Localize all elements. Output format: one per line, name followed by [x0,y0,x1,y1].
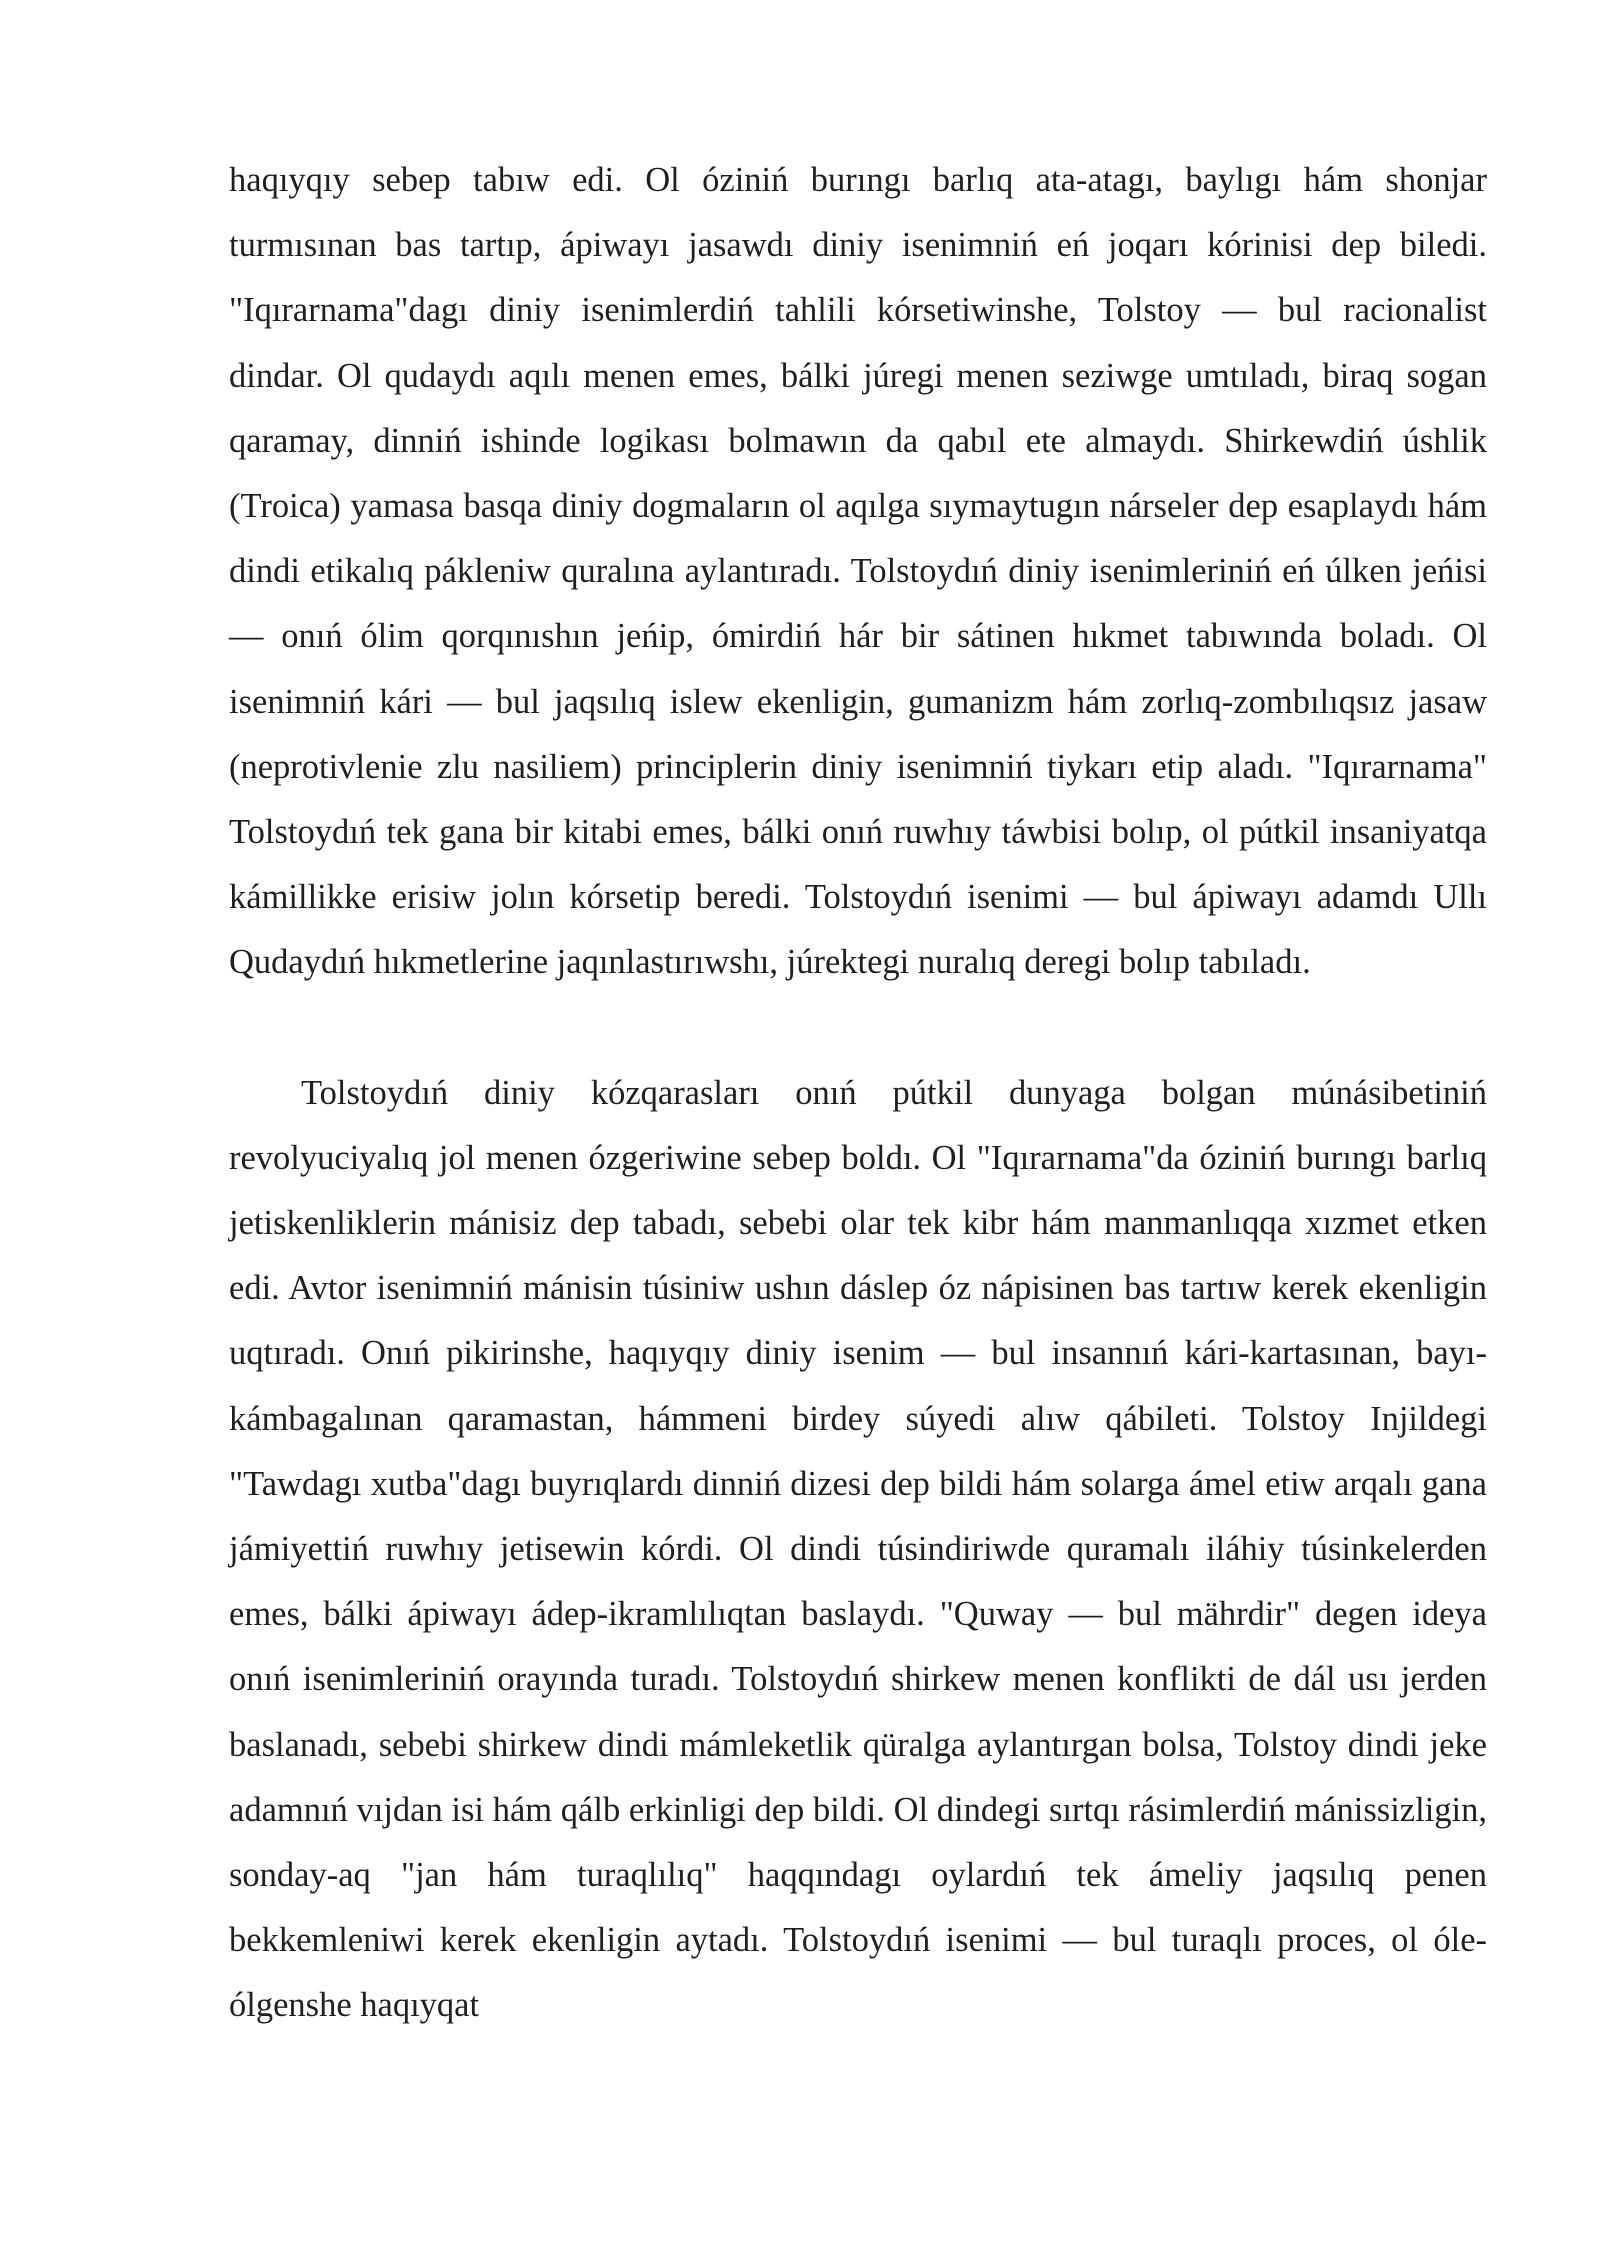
paragraph-1: haqıyqıy sebep tabıw edi. Ol óziniń burıngı barlıq ata-atagı, baylıgı hám shonjar turmısınan bas tartıp, ápiwayı jasawdı diniy isenimniń eń joqarı kórinisi dep biledi. "Iqırarnama"dagı diniy isenimlerdiń tahlili kórsetiwinshe, Tolstoy — bul racionalist dindar. Ol qudaydı aqılı menen emes, bálki júregi menen seziwge umtıladı, biraq sogan qaramay, dinniń ishinde logikası bolmawın da qabıl ete almaydı. Shirkewdiń úshlik (Troica) yamasa basqa diniy dogmaların ol aqılga sıymaytugın nárseler dep esaplaydı hám dindi etikalıq pákleniw quralına aylantıradı. Tolstoydıń diniy isenimleriniń eń úlken jeńisi — onıń ólim qorqınıshın jeńip, ómirdiń hár bir sátinen hıkmet tabıwında boladı. Ol isenimniń kári — bul jaqsılıq islew ekenligin, gumanizm hám zorlıq-zombılıqsız jasaw (neprotivlenie zlu nasiliem) principlerin diniy isenimniń tiykarı etip aladı. "Iqırarnama" Tolstoydıń tek gana bir kitabi emes, bálki onıń ruwhıy táwbisi bolıp, ol pútkil insaniyatqa kámillikke erisiw jolın kórsetip beredi. Tolstoydıń isenimi — bul ápiwayı adamdı Ullı Qudaydıń hıkmetlerine jaqınlastırıwshı, júrektegi nuralıq deregi bolıp tabıladı. [229,161,1487,982]
paragraph-2: Tolstoydıń diniy kózqarasları onıń pútkil dunyaga bolgan múnásibetiniń revolyuciyalıq jol menen ózgeriwine sebep boldı. Ol "Iqırarnama"da óziniń burıngı barlıq jetiskenliklerin mánisiz dep tabadı, sebebi olar tek kibr hám manmanlıqqa xızmet etken edi. Avtor isenimniń mánisin túsiniw ushın dáslep óz nápisinen bas tartıw kerek ekenligin uqtıradı. Onıń pikirinshe, haqıyqıy diniy isenim — bul insannıń kári-kartasınan, bayı-kámbagalınan qaramastan, hámmeni birdey súyedi alıw qábileti. Tolstoy Injildegi "Tawdagı xutba"dagı buyrıqlardı dinniń dizesi dep bildi hám solarga ámel etiw arqalı gana jámiyettiń ruwhıy jetisewin kórdi. Ol dindi túsindiriwde quramalı iláhiy túsinkelerden emes, bálki ápiwayı ádep-ikramlılıqtan baslaydı. "Quway — bul mährdir" degen ideya onıń isenimleriniń orayında turadı. Tolstoydıń shirkew menen konflikti de dál usı jerden baslanadı, sebebi shirkew dindi mámleketlik qüralga aylantırgan bolsa, Tolstoy dindi jeke adamnıń vıjdan isi hám qálb erkinligi dep bildi. Ol dindegi sırtqı rásimlerdiń mánissizligin, sonday-aq "jan hám turaqlılıq" haqqındagı oylardıń tek ámeliy jaqsılıq penen bekkemleniwi kerek ekenligin aytadı. Tolstoydıń isenimi — bul turaqlı proces, ol óle-ólgenshe haqıyqat [229,1073,1487,2025]
document-page [229,148,1487,2039]
